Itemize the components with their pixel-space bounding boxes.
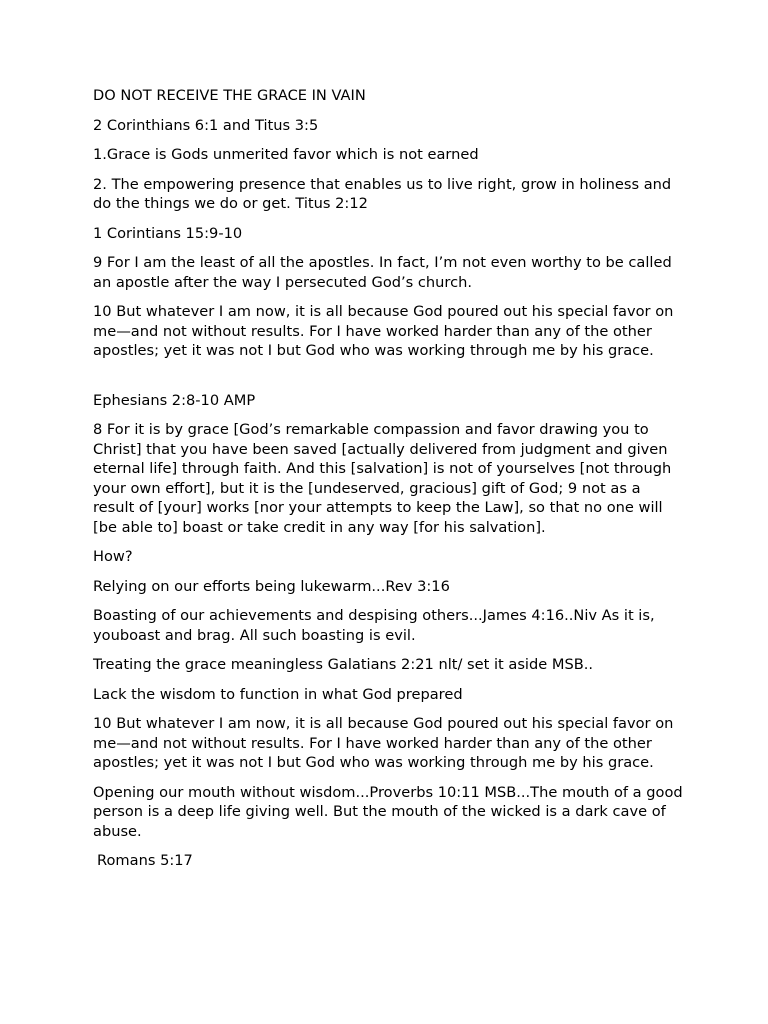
scripture-reference: 1 Corintians 15:9-10 xyxy=(93,224,243,242)
scripture-reference: Ephesians 2:8-10 AMP xyxy=(93,391,256,409)
verse-paragraph: 8 For it is by grace [God’s remarkable compassion and favor drawing you to Christ] that you have been saved [actually delivered from judgment and given eternal life] through faith. And this [salvation] is not of yourselves [not through your own effort], but it is the [undeserved, gracious] gift of God; 9 not as a result of [your] works [nor your attempts to keep the Law], so that no one will [be able to] boast or take credit in any way [for his salvation]. xyxy=(93,421,672,536)
verse-paragraph: 10 But whatever I am now, it is all because God poured out his special favor on me—and not without results. For I have worked harder than any of the other apostles; yet it was not I but God who was working through me by his grace. xyxy=(93,303,674,359)
document-body xyxy=(93,86,683,881)
verse-paragraph: 10 But whatever I am now, it is all because God poured out his special favor on me—and not without results. For I have worked harder than any of the other apostles; yet it was not I but God who was working through me by his grace. xyxy=(93,715,674,771)
blank-line xyxy=(93,371,683,391)
point-paragraph: Boasting of our achievements and despising others...James 4:16..Niv As it is, youboast and brag. All such boasting is evil. xyxy=(93,607,655,644)
point-paragraph: Lack the wisdom to function in what God prepared xyxy=(93,685,463,703)
scripture-reference: 2 Corinthians 6:1 and Titus 3:5 xyxy=(93,116,319,134)
verse-paragraph: 9 For I am the least of all the apostles. In fact, I’m not even worthy to be called an apostle after the way I persecuted God’s church. xyxy=(93,254,672,291)
section-question: How? xyxy=(93,548,133,565)
point-paragraph: 1.Grace is Gods unmerited favor which is not earned xyxy=(93,146,479,163)
point-paragraph: Relying on our efforts being lukewarm...Rev 3:16 xyxy=(93,577,450,595)
point-paragraph: 2. The empowering presence that enables us to live right, grow in holiness and do the things we do or get. Titus 2:12 xyxy=(93,175,672,212)
scripture-reference: Romans 5:17 xyxy=(97,852,193,869)
point-paragraph: Treating the grace meaningless Galatians 2:21 nlt/ set it aside MSB.. xyxy=(93,656,594,673)
point-paragraph: Opening our mouth without wisdom...Proverbs 10:11 MSB...The mouth of a good person is a deep life giving well. But the mouth of the wicked is a dark cave of abuse. xyxy=(93,783,683,840)
document-title: DO NOT RECEIVE THE GRACE IN VAIN xyxy=(93,87,366,104)
